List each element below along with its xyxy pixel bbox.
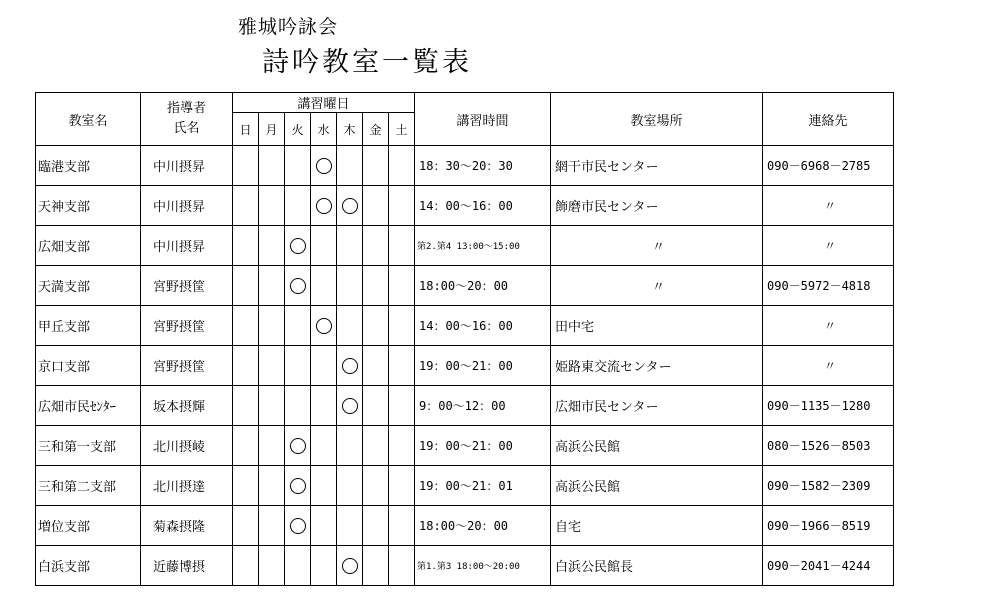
- header-instructor-line2: 氏名: [173, 121, 200, 136]
- classroom-name-cell: 天満支部: [36, 266, 141, 306]
- day-sun-cell: [233, 546, 259, 586]
- instructor-cell: 坂本摂輝: [141, 386, 233, 426]
- instructor-cell: 宮野摂筐: [141, 266, 233, 306]
- day-fri-cell: [363, 266, 389, 306]
- day-tue-cell: [285, 506, 311, 546]
- day-sat-cell: [389, 346, 415, 386]
- day-fri-cell: [363, 346, 389, 386]
- day-fri-cell: [363, 386, 389, 426]
- instructor-cell: 北川摂崚: [141, 426, 233, 466]
- header-time: 講習時間: [415, 93, 551, 146]
- day-tue-cell: [285, 146, 311, 186]
- time-cell: 14：00～16：00: [415, 306, 551, 346]
- time-cell: 9：00～12：00: [415, 386, 551, 426]
- scheduled-circle-icon: [342, 558, 358, 574]
- time-cell: 19：00～21：00: [415, 346, 551, 386]
- contact-cell: 〃: [763, 186, 894, 226]
- day-wed-cell: [311, 506, 337, 546]
- scheduled-circle-icon: [316, 318, 332, 334]
- day-tue-cell: [285, 466, 311, 506]
- contact-cell: 080－1526－8503: [763, 426, 894, 466]
- classroom-name-cell: 白浜支部: [36, 546, 141, 586]
- day-thu-cell: [337, 506, 363, 546]
- place-cell: 自宅: [551, 506, 763, 546]
- header-day-tue: 火: [285, 113, 311, 146]
- place-cell: 広畑市民センター: [551, 386, 763, 426]
- day-tue-cell: [285, 226, 311, 266]
- classroom-name-cell: 臨港支部: [36, 146, 141, 186]
- header-contact: 連絡先: [763, 93, 894, 146]
- table-row: [36, 226, 894, 266]
- contact-cell: 〃: [763, 306, 894, 346]
- day-thu-cell: [337, 346, 363, 386]
- classroom-table: [35, 92, 894, 586]
- day-sun-cell: [233, 186, 259, 226]
- day-thu-cell: [337, 186, 363, 226]
- scheduled-circle-icon: [342, 398, 358, 414]
- header-day-sun: 日: [233, 113, 259, 146]
- instructor-cell: 近藤博摂: [141, 546, 233, 586]
- classroom-name-cell: 天神支部: [36, 186, 141, 226]
- time-cell: 18：30～20：30: [415, 146, 551, 186]
- place-cell: 高浜公民館: [551, 466, 763, 506]
- day-thu-cell: [337, 466, 363, 506]
- day-fri-cell: [363, 186, 389, 226]
- time-cell: 19：00～21：00: [415, 426, 551, 466]
- place-cell: 〃: [551, 226, 763, 266]
- day-tue-cell: [285, 386, 311, 426]
- day-sun-cell: [233, 306, 259, 346]
- day-mon-cell: [259, 146, 285, 186]
- header-place: 教室場所: [551, 93, 763, 146]
- day-thu-cell: [337, 226, 363, 266]
- day-sat-cell: [389, 266, 415, 306]
- contact-cell: 090－2041－4244: [763, 546, 894, 586]
- day-sat-cell: [389, 466, 415, 506]
- contact-cell: 〃: [763, 226, 894, 266]
- scheduled-circle-icon: [290, 438, 306, 454]
- day-tue-cell: [285, 306, 311, 346]
- table-row: [36, 546, 894, 586]
- page-title: 詩吟教室一覧表: [262, 47, 472, 78]
- header-instructor-line1: 指導者: [166, 101, 206, 116]
- contact-cell: 090－1582－2309: [763, 466, 894, 506]
- place-cell: 白浜公民館長: [551, 546, 763, 586]
- day-sat-cell: [389, 386, 415, 426]
- table-row: [36, 306, 894, 346]
- table-row: [36, 506, 894, 546]
- day-thu-cell: [337, 426, 363, 466]
- header-instructor: [141, 93, 233, 146]
- table-row: [36, 146, 894, 186]
- table-row: [36, 186, 894, 226]
- classroom-name-cell: 甲丘支部: [36, 306, 141, 346]
- day-mon-cell: [259, 266, 285, 306]
- table-row: [36, 386, 894, 426]
- day-wed-cell: [311, 226, 337, 266]
- instructor-cell: 北川摂達: [141, 466, 233, 506]
- header-classroom: 教室名: [36, 93, 141, 146]
- day-sat-cell: [389, 226, 415, 266]
- day-tue-cell: [285, 266, 311, 306]
- place-cell: 姫路東交流センター: [551, 346, 763, 386]
- day-sat-cell: [389, 426, 415, 466]
- day-thu-cell: [337, 266, 363, 306]
- day-tue-cell: [285, 546, 311, 586]
- day-fri-cell: [363, 426, 389, 466]
- day-sun-cell: [233, 266, 259, 306]
- day-wed-cell: [311, 186, 337, 226]
- table-row: [36, 346, 894, 386]
- day-fri-cell: [363, 226, 389, 266]
- instructor-cell: 宮野摂筐: [141, 306, 233, 346]
- day-sun-cell: [233, 146, 259, 186]
- day-fri-cell: [363, 146, 389, 186]
- time-cell: 19：00～21：01: [415, 466, 551, 506]
- scheduled-circle-icon: [290, 238, 306, 254]
- instructor-cell: 菊森摂隆: [141, 506, 233, 546]
- day-mon-cell: [259, 546, 285, 586]
- day-wed-cell: [311, 386, 337, 426]
- day-thu-cell: [337, 306, 363, 346]
- place-cell: 田中宅: [551, 306, 763, 346]
- day-wed-cell: [311, 346, 337, 386]
- day-wed-cell: [311, 426, 337, 466]
- header-weekdays: 講習曜日: [233, 93, 415, 113]
- day-mon-cell: [259, 386, 285, 426]
- place-cell: 〃: [551, 266, 763, 306]
- day-fri-cell: [363, 546, 389, 586]
- day-mon-cell: [259, 426, 285, 466]
- header-day-thu: 木: [337, 113, 363, 146]
- contact-cell: 090－1966－8519: [763, 506, 894, 546]
- day-tue-cell: [285, 346, 311, 386]
- day-sun-cell: [233, 386, 259, 426]
- scheduled-circle-icon: [316, 198, 332, 214]
- contact-cell: 〃: [763, 346, 894, 386]
- day-tue-cell: [285, 186, 311, 226]
- day-mon-cell: [259, 306, 285, 346]
- scheduled-circle-icon: [342, 358, 358, 374]
- day-wed-cell: [311, 306, 337, 346]
- instructor-cell: 中川摂昇: [141, 226, 233, 266]
- scheduled-circle-icon: [342, 198, 358, 214]
- day-sun-cell: [233, 426, 259, 466]
- day-sun-cell: [233, 346, 259, 386]
- day-sat-cell: [389, 146, 415, 186]
- instructor-cell: 中川摂昇: [141, 146, 233, 186]
- classroom-name-cell: 増位支部: [36, 506, 141, 546]
- day-wed-cell: [311, 466, 337, 506]
- time-cell: 第2.第4 13:00～15:00: [415, 226, 551, 266]
- classroom-name-cell: 京口支部: [36, 346, 141, 386]
- day-fri-cell: [363, 306, 389, 346]
- place-cell: 飾磨市民センター: [551, 186, 763, 226]
- day-sat-cell: [389, 186, 415, 226]
- day-thu-cell: [337, 546, 363, 586]
- day-sat-cell: [389, 306, 415, 346]
- day-sun-cell: [233, 466, 259, 506]
- day-fri-cell: [363, 466, 389, 506]
- scheduled-circle-icon: [290, 518, 306, 534]
- day-sat-cell: [389, 546, 415, 586]
- classroom-name-cell: 広畑市民ｾﾝﾀｰ: [36, 386, 141, 426]
- day-wed-cell: [311, 266, 337, 306]
- table-row: [36, 466, 894, 506]
- time-cell: 18:00～20：00: [415, 506, 551, 546]
- day-sun-cell: [233, 226, 259, 266]
- time-cell: 18:00～20：00: [415, 266, 551, 306]
- day-fri-cell: [363, 506, 389, 546]
- contact-cell: 090－5972－4818: [763, 266, 894, 306]
- day-mon-cell: [259, 186, 285, 226]
- day-sun-cell: [233, 506, 259, 546]
- contact-cell: 090－6968－2785: [763, 146, 894, 186]
- scheduled-circle-icon: [316, 158, 332, 174]
- time-cell: 第1.第3 18:00～20:00: [415, 546, 551, 586]
- classroom-name-cell: 三和第一支部: [36, 426, 141, 466]
- day-tue-cell: [285, 426, 311, 466]
- day-mon-cell: [259, 346, 285, 386]
- header-day-wed: 水: [311, 113, 337, 146]
- instructor-cell: 中川摂昇: [141, 186, 233, 226]
- header-day-mon: 月: [259, 113, 285, 146]
- time-cell: 14：00～16：00: [415, 186, 551, 226]
- table-row: [36, 426, 894, 466]
- day-mon-cell: [259, 506, 285, 546]
- day-mon-cell: [259, 226, 285, 266]
- day-mon-cell: [259, 466, 285, 506]
- organization-name: 雅城吟詠会: [238, 16, 339, 38]
- classroom-name-cell: 広畑支部: [36, 226, 141, 266]
- day-sat-cell: [389, 506, 415, 546]
- day-wed-cell: [311, 546, 337, 586]
- header-day-sat: 土: [389, 113, 415, 146]
- day-wed-cell: [311, 146, 337, 186]
- day-thu-cell: [337, 386, 363, 426]
- place-cell: 高浜公民館: [551, 426, 763, 466]
- table-row: [36, 266, 894, 306]
- place-cell: 網干市民センター: [551, 146, 763, 186]
- day-thu-cell: [337, 146, 363, 186]
- contact-cell: 090－1135－1280: [763, 386, 894, 426]
- scheduled-circle-icon: [290, 278, 306, 294]
- instructor-cell: 宮野摂筐: [141, 346, 233, 386]
- header-day-fri: 金: [363, 113, 389, 146]
- scheduled-circle-icon: [290, 478, 306, 494]
- classroom-name-cell: 三和第二支部: [36, 466, 141, 506]
